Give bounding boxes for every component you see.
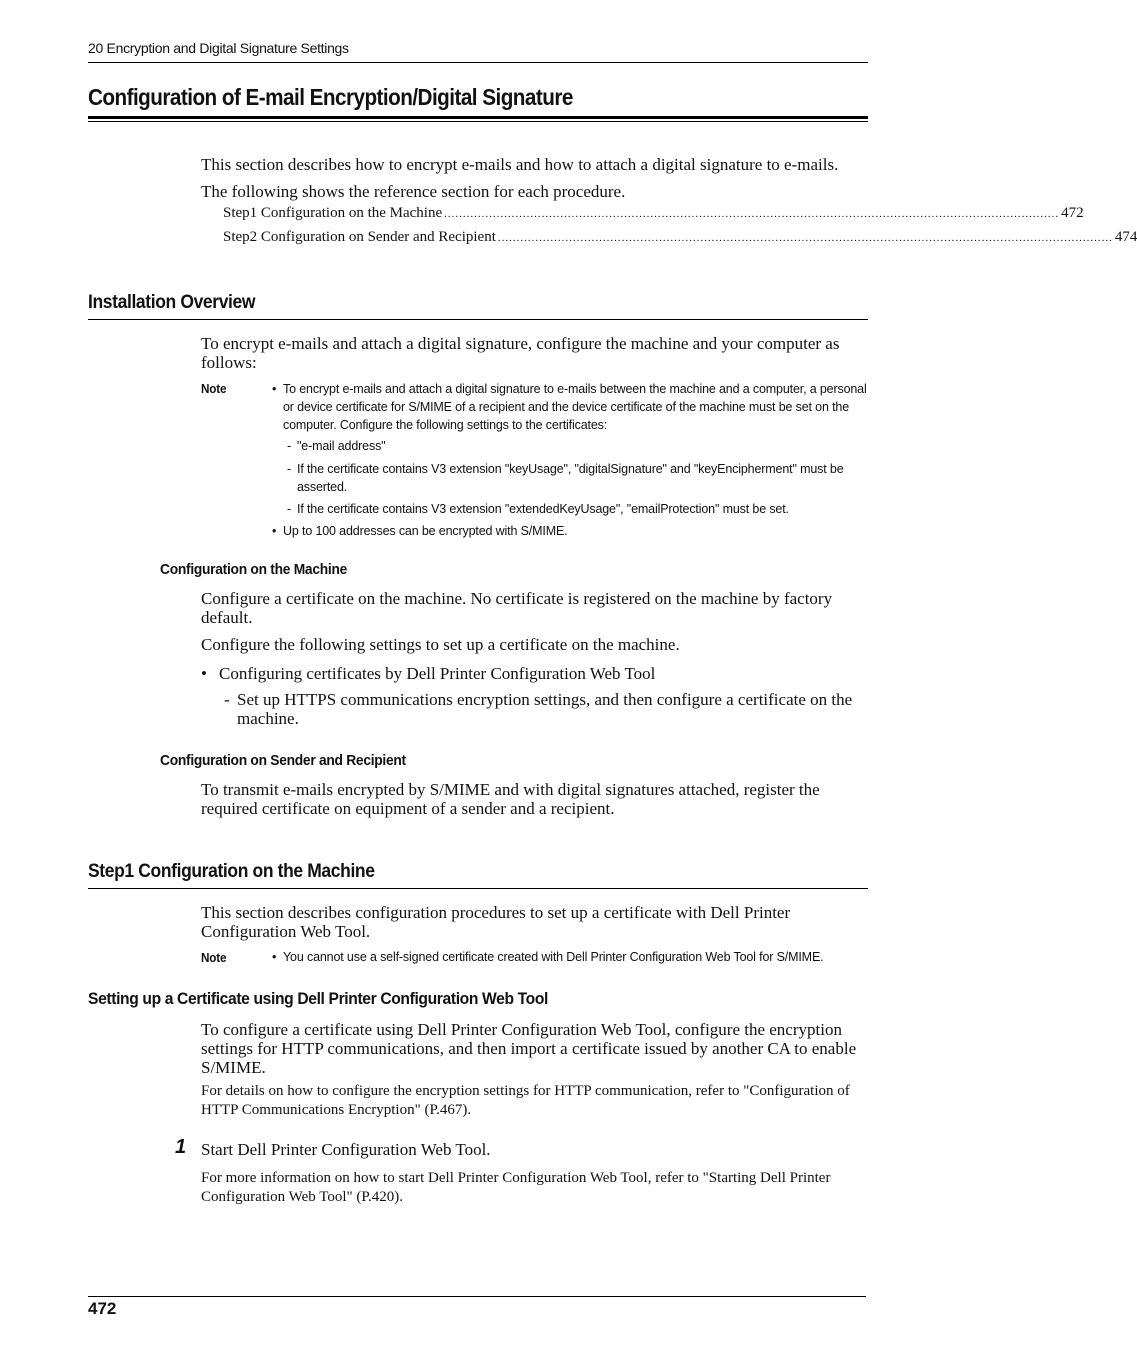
- sub-item-text: Set up HTTPS communications encryption settings, and then configure a certificate on the machine.: [237, 690, 853, 728]
- running-head: 20 Encryption and Digital Signature Settings: [88, 40, 349, 56]
- note-bullet: [272, 522, 868, 540]
- bullet-icon: •: [272, 950, 277, 964]
- config-machine-sub-item: [224, 690, 869, 728]
- note-label: Note: [201, 381, 227, 396]
- subsection-heading-config-machine: Configuration on the Machine: [160, 561, 348, 578]
- toc-leader-dots: ....................................................................................................................................................................: [444, 208, 1060, 220]
- note-bullet: [272, 380, 868, 434]
- page-title: Configuration of E-mail Encryption/Digital Signature: [88, 84, 573, 110]
- step-number: 1: [175, 1136, 187, 1158]
- config-machine-paragraph: Configure a certificate on the machine. No certificate is registered on the machine by factory default.: [201, 589, 833, 627]
- subsection-heading-config-sender: Configuration on Sender and Recipient: [160, 752, 406, 769]
- setup-cert-detail: For details on how to configure the encryption settings for HTTP communication, refer to "Configuration of HTTP Communications Encryption" (P.467).: [201, 1083, 850, 1118]
- note-sub-item: [287, 460, 867, 496]
- dash-icon: -: [287, 502, 292, 516]
- toc-entry-label: Step2 Configuration on Sender and Recipient: [223, 229, 496, 245]
- setup-cert-paragraph: To configure a certificate using Dell Printer Configuration Web Tool, configure the encryption settings for HTTP communications, and then import a certificate issued by another CA to enable S/MIME.: [201, 1020, 857, 1077]
- bullet-icon: •: [272, 382, 277, 396]
- config-machine-paragraph-2: Configure the following settings to set up a certificate on the machine.: [201, 635, 680, 654]
- title-rule-thick: [88, 116, 868, 119]
- toc-entry-step1[interactable]: [223, 205, 1084, 222]
- section-heading-step1: Step1 Configuration on the Machine: [88, 861, 375, 882]
- step-detail: For more information on how to start Dell Printer Configuration Web Tool, refer to "Starting Dell Printer Configuration Web Tool" (P.420).: [201, 1170, 831, 1205]
- note-bullet-text: To encrypt e-mails and attach a digital signature to e-mails between the machine and a computer, a personal or device certificate for S/MIME of a recipient and the device certificate of the machine must be set on the computer. Configure the following settings to the certificates:: [283, 382, 867, 432]
- step-text: Start Dell Printer Configuration Web Tool.: [201, 1140, 491, 1159]
- note-sub-item: [287, 437, 867, 455]
- note-bullet-text: You cannot use a self-signed certificate created with Dell Printer Configuration Web Tool for S/MIME.: [283, 950, 824, 964]
- toc-entry-step2[interactable]: [223, 229, 1137, 246]
- toc-entry-label: Step1 Configuration on the Machine: [223, 205, 443, 221]
- toc-entry-page: 472: [1061, 205, 1084, 221]
- dash-icon: -: [224, 690, 230, 709]
- dash-icon: -: [287, 439, 292, 453]
- subsection-heading-setup-cert: Setting up a Certificate using Dell Printer Configuration Web Tool: [88, 989, 548, 1008]
- config-machine-bullet: [201, 664, 869, 683]
- footer-rule: [88, 1296, 866, 1297]
- bullet-icon: •: [201, 664, 207, 683]
- config-sender-paragraph: To transmit e-mails encrypted by S/MIME and with digital signatures attached, register the required certificate on equipment of a sender and a recipient.: [201, 780, 820, 818]
- note-sub-text: If the certificate contains V3 extension "extendedKeyUsage", "emailProtection" must be set.: [297, 502, 789, 516]
- step1-paragraph: This section describes configuration procedures to set up a certificate with Dell Printer Configuration Web Tool.: [201, 903, 791, 941]
- toc-leader-dots: ....................................................................................................................................................................: [497, 232, 1113, 244]
- note-bullet: [272, 948, 872, 966]
- section-heading-installation-overview: Installation Overview: [88, 292, 256, 313]
- toc-entry-page: 474: [1114, 229, 1137, 245]
- section-rule: [88, 888, 868, 889]
- installation-paragraph: To encrypt e-mails and attach a digital signature, configure the machine and your computer as follows:: [201, 334, 840, 372]
- page-number: 472: [88, 1299, 117, 1318]
- note-bullet-text: Up to 100 addresses can be encrypted with S/MIME.: [283, 524, 568, 538]
- header-rule: [88, 62, 868, 63]
- note-sub-item: [287, 500, 867, 518]
- dash-icon: -: [287, 462, 292, 476]
- intro-paragraph: This section describes how to encrypt e-mails and how to attach a digital signature to e-mails.: [201, 155, 839, 174]
- bullet-text: Configuring certificates by Dell Printer Configuration Web Tool: [219, 664, 656, 683]
- title-rule-thin: [88, 121, 868, 122]
- section-rule: [88, 319, 868, 320]
- intro-paragraph-2: The following shows the reference section for each procedure.: [201, 182, 626, 201]
- bullet-icon: •: [272, 524, 277, 538]
- note-label: Note: [201, 950, 227, 965]
- note-sub-text: If the certificate contains V3 extension "keyUsage", "digitalSignature" and "keyEncipherment" must be asserted.: [297, 462, 844, 494]
- note-sub-text: "e-mail address": [297, 439, 386, 453]
